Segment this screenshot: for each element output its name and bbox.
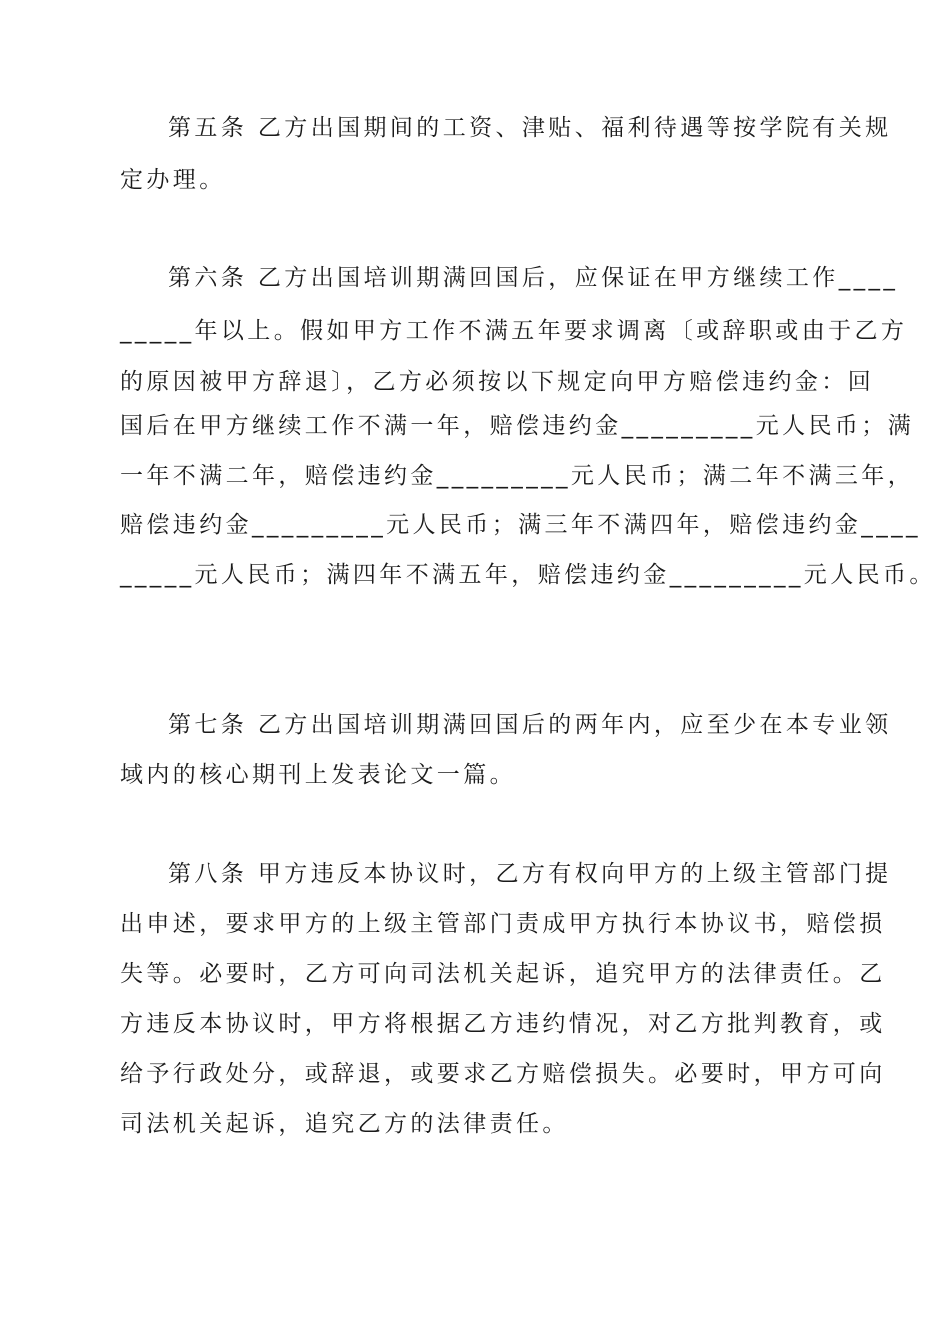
article-8-line-6: 司法机关起诉，追究乙方的法律责任。 bbox=[120, 1111, 569, 1137]
article-8-line-5: 给予行政处分，或辞退，或要求乙方赔偿损失。必要时，甲方可向 bbox=[120, 1061, 886, 1087]
article-6-line-7: _____元人民币；满四年不满五年，赔偿违约金_________元人民币。 bbox=[120, 562, 936, 588]
article-6-line-2: _____年以上。假如甲方工作不满五年要求调离〔或辞职或由于乙方 bbox=[120, 318, 908, 344]
article-6-line-5: 一年不满二年，赔偿违约金_________元人民币；满二年不满三年， bbox=[120, 463, 915, 489]
article-8-line-3: 失等。必要时，乙方可向司法机关起诉，追究甲方的法律责任。乙 bbox=[120, 961, 886, 987]
article-6-line-6: 赔偿违约金_________元人民币；满三年不满四年，赔偿违约金____ bbox=[120, 512, 921, 538]
article-6-line-4: 国后在甲方继续工作不满一年，赔偿违约金_________元人民币；满 bbox=[120, 413, 915, 439]
article-7-line-1: 第七条 乙方出国培训期满回国后的两年内，应至少在本专业领 bbox=[168, 712, 892, 738]
article-7-line-2: 域内的核心期刊上发表论文一篇。 bbox=[120, 762, 516, 788]
article-8-line-2: 出申述，要求甲方的上级主管部门责成甲方执行本协议书，赔偿损 bbox=[120, 911, 886, 937]
article-6-line-3: 的原因被甲方辞退〕，乙方必须按以下规定向甲方赔偿违约金：回 bbox=[120, 369, 875, 395]
article-8-line-4: 方违反本协议时，甲方将根据乙方违约情况，对乙方批判教育，或 bbox=[120, 1011, 886, 1037]
article-6-line-1: 第六条 乙方出国培训期满回国后，应保证在甲方继续工作____ bbox=[168, 265, 899, 291]
article-5-line-2: 定办理。 bbox=[120, 167, 226, 193]
article-8-line-1: 第八条 甲方违反本协议时，乙方有权向甲方的上级主管部门提 bbox=[168, 861, 892, 887]
article-5-line-1: 第五条 乙方出国期间的工资、津贴、福利待遇等按学院有关规 bbox=[168, 115, 892, 141]
